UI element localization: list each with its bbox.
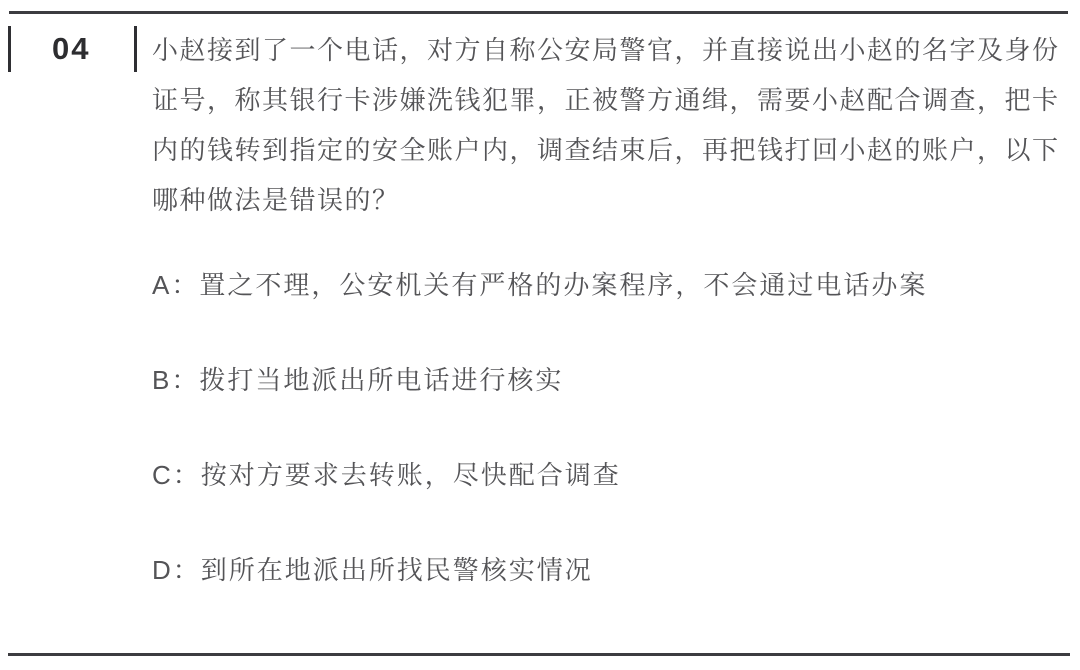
option-separator: ： xyxy=(172,555,201,585)
number-divider-tick xyxy=(134,26,137,72)
left-edge-tick xyxy=(8,26,11,72)
bottom-divider xyxy=(8,653,1070,656)
option-separator: ： xyxy=(172,460,201,490)
option-row-c xyxy=(152,460,621,490)
option-text: 拨打当地派出所电话进行核实 xyxy=(199,365,564,395)
top-divider xyxy=(9,11,1068,14)
option-label: D xyxy=(152,555,173,585)
question-number: 04 xyxy=(52,31,91,66)
option-text: 到所在地派出所找民警核实情况 xyxy=(200,555,593,585)
option-text: 置之不理，公安机关有严格的办案程序，不会通过电话办案 xyxy=(199,270,928,300)
option-row-d xyxy=(152,555,593,585)
question-line: 证号，称其银行卡涉嫌洗钱犯罪，正被警方通缉，需要小赵配合调查，把卡 xyxy=(152,85,1060,115)
option-row-a xyxy=(152,270,927,300)
option-separator: ： xyxy=(171,270,200,300)
option-separator: ： xyxy=(171,365,200,395)
question-line: 哪种做法是错误的？ xyxy=(152,185,400,215)
option-label: B xyxy=(152,365,172,395)
option-label: C xyxy=(152,460,173,490)
question-line: 内的钱转到指定的安全账户内，调查结束后，再把钱打回小赵的账户，以下 xyxy=(152,135,1060,165)
question-text xyxy=(152,25,1068,225)
option-text: 按对方要求去转账，尽快配合调查 xyxy=(200,460,621,490)
option-row-b xyxy=(152,365,563,395)
option-label: A xyxy=(152,270,172,300)
question-line: 小赵接到了一个电话，对方自称公安局警官，并直接说出小赵的名字及身份 xyxy=(152,35,1060,65)
